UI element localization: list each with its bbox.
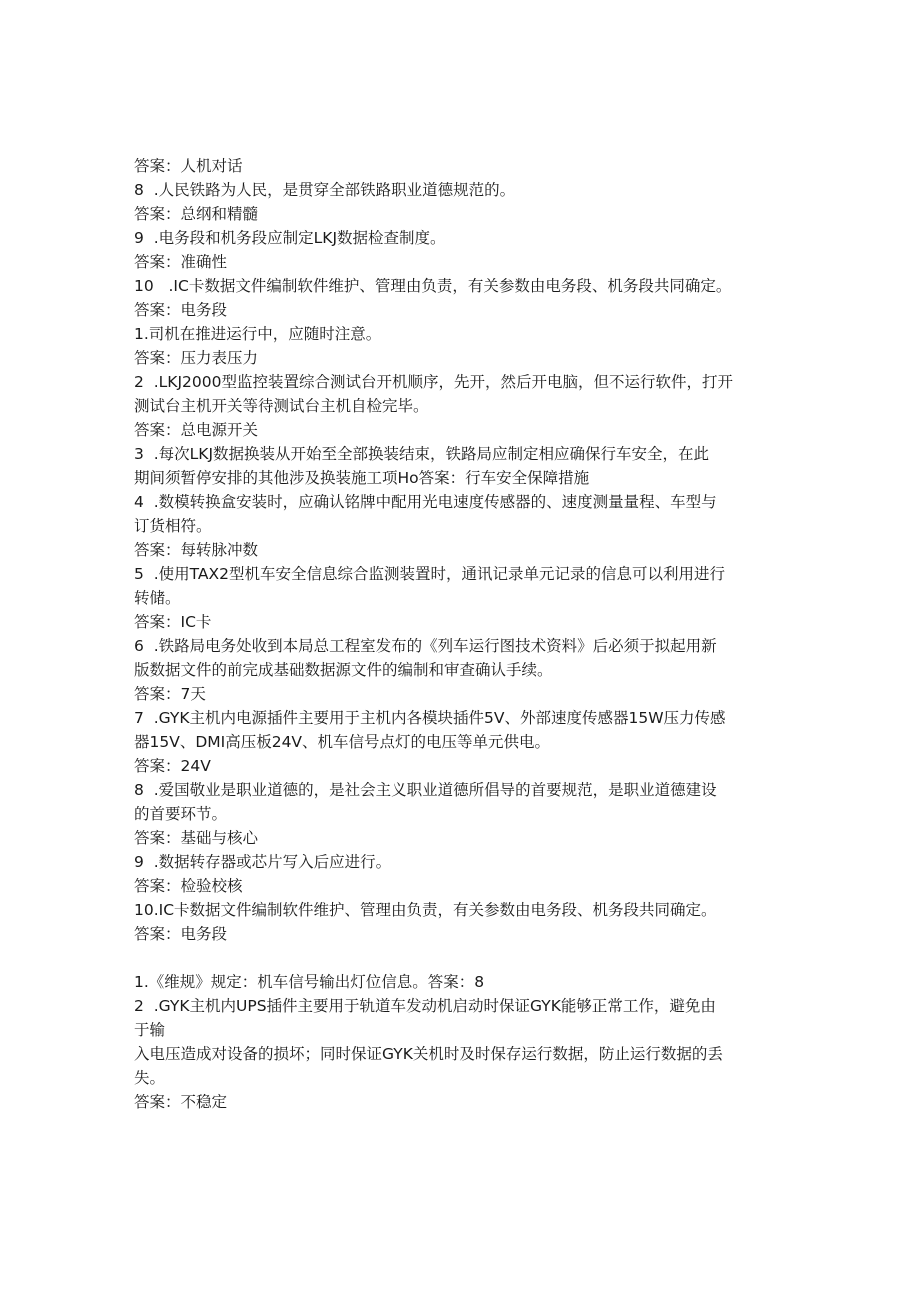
text-line: 订货相符。 bbox=[134, 517, 212, 535]
text-line: 答案：总纲和精髓 bbox=[134, 205, 259, 223]
text-line: 9 .电务段和机务段应制定LKJ数据检查制度。 bbox=[134, 229, 446, 247]
section-gap bbox=[134, 946, 790, 970]
text-line: 答案：准确性 bbox=[134, 253, 228, 271]
text-line: 2 .LKJ2000型监控装置综合测试台开机顺序，先开，然后开电脑，但不运行软件，打开 bbox=[134, 373, 733, 391]
text-line: 期间须暂停安排的其他涉及换装施工项Ho答案：行车安全保障措施 bbox=[134, 469, 590, 487]
text-line: 答案：压力表压力 bbox=[134, 349, 259, 367]
text-line: 2 .GYK主机内UPS插件主要用于轨道车发动机启动时保证GYK能够正常工作，避免由 bbox=[134, 997, 716, 1015]
text-line: 测试台主机开关等待测试台主机自检完毕。 bbox=[134, 397, 429, 415]
text-line: 6 .铁路局电务处收到本局总工程室发布的《列车运行图技术资料》后必须于拟起用新 bbox=[134, 637, 717, 655]
text-line: 1.司机在推进运行中，应随时注意。 bbox=[134, 325, 382, 343]
text-line: 9 .数据转存器或芯片写入后应进行。 bbox=[134, 853, 392, 871]
document-body bbox=[134, 154, 790, 1114]
text-line: 8 .人民铁路为人民，是贯穿全部铁路职业道德规范的。 bbox=[134, 181, 516, 199]
text-line: 答案：总电源开关 bbox=[134, 421, 259, 439]
text-line: 版数据文件的前完成基础数据源文件的编制和审查确认手续。 bbox=[134, 661, 553, 679]
text-line: 1.《维规》规定：机车信号输出灯位信息。答案：8 bbox=[134, 973, 485, 991]
text-line: 答案：7天 bbox=[134, 685, 206, 703]
text-line: 答案：基础与核心 bbox=[134, 829, 259, 847]
text-line: 答案：24V bbox=[134, 757, 211, 775]
text-line: 答案：IC卡 bbox=[134, 613, 212, 631]
text-line: 7 .GYK主机内电源插件主要用于主机内各模块插件5V、外部速度传感器15W压力传感 bbox=[134, 709, 726, 727]
text-line: 答案：人机对话 bbox=[134, 157, 243, 175]
text-line: 的首要环节。 bbox=[134, 805, 228, 823]
text-line: 8 .爱国敬业是职业道德的，是社会主义职业道德所倡导的首要规范，是职业道德建设 bbox=[134, 781, 717, 799]
text-line: 入电压造成对设备的损坏；同时保证GYK关机时及时保存运行数据，防止运行数据的丢 bbox=[134, 1045, 723, 1063]
text-line: 转储。 bbox=[134, 589, 181, 607]
text-line: 失。 bbox=[134, 1069, 166, 1087]
text-line: 10.IC卡数据文件编制软件维护、管理由负责，有关参数由电务段、机务段共同确定。 bbox=[134, 901, 717, 919]
text-line: 于输 bbox=[134, 1021, 166, 1039]
text-line: 答案：不稳定 bbox=[134, 1093, 228, 1111]
text-line: 答案：电务段 bbox=[134, 925, 228, 943]
text-line: 答案：检验校核 bbox=[134, 877, 243, 895]
text-line: 器15V、DMI高压板24V、机车信号点灯的电压等单元供电。 bbox=[134, 733, 551, 751]
text-line: 10 .IC卡数据文件编制软件维护、管理由负责，有关参数由电务段、机务段共同确定。 bbox=[134, 277, 732, 295]
text-line: 5 .使用TAX2型机车安全信息综合监测装置时，通讯记录单元记录的信息可以利用进行 bbox=[134, 565, 725, 583]
text-line: 答案：电务段 bbox=[134, 301, 228, 319]
text-line: 答案：每转脉冲数 bbox=[134, 541, 259, 559]
text-line: 4 .数模转换盒安装时，应确认铭牌中配用光电速度传感器的、速度测量量程、车型与 bbox=[134, 493, 717, 511]
text-line: 3 .每次LKJ数据换装从开始至全部换装结束，铁路局应制定相应确保行车安全，在此 bbox=[134, 445, 710, 463]
